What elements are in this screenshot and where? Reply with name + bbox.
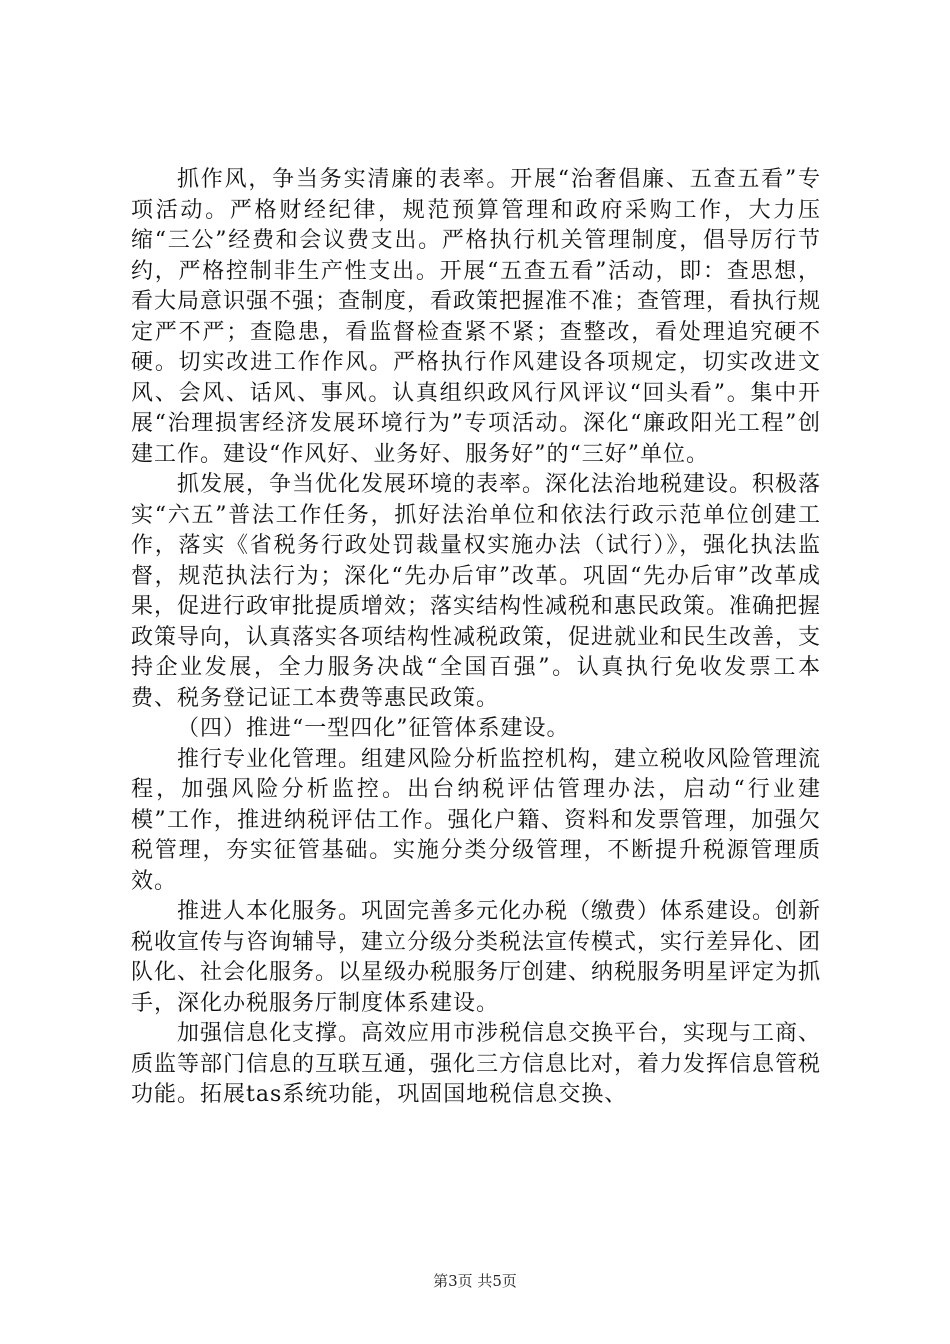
paragraph-humanized-service: 推进人本化服务。巩固完善多元化办税（缴费）体系建设。创新税收宣传与咨询辅导，建立分级分类税法宣传模式，实行差异化、团队化、社会化服务。以星级办税服务厅创建、纳税服务明星评定为抓手，深化办税服务厅制度体系建设。: [131, 899, 822, 1016]
paragraph-development-environment: 抓发展，争当优化发展环境的表率。深化法治地税建设。积极落实“六五”普法工作任务，抓好法治单位和依法行政示范单位创建工作，落实《省税务行政处罚裁量权实施办法（试行）》，强化执法监督，规范执法行为；深化“先办后审”改革。巩固“先办后审”改革成果，促进行政审批提质增效；落实结构性减税和惠民政策。准确把握政策导向，认真落实各项结构性减税政策，促进就业和民生改善，支持企业发展，全力服务决战“全国百强”。认真执行免收发票工本费、税务登记证工本费等惠民政策。: [131, 472, 822, 711]
paragraph-professional-management: 推行专业化管理。组建风险分析监控机构，建立税收风险管理流程，加强风险分析监控。出台纳税评估管理办法，启动“行业建模”工作，推进纳税评估工作。强化户籍、资料和发票管理，加强欠税管理，夯实征管基础。实施分类分级管理，不断提升税源管理质效。: [131, 746, 822, 894]
section-heading-four: （四）推进“一型四化”征管体系建设。: [177, 716, 570, 741]
document-body: [131, 165, 821, 1111]
page-footer: 第3页 共5页: [433, 1272, 517, 1290]
paragraph-style-integrity: 抓作风，争当务实清廉的表率。开展“治奢倡廉、五查五看”专项活动。严格财经纪律，规范预算管理和政府采购工作，大力压缩“三公”经费和会议费支出。严格执行机关管理制度，倡导厉行节约，严格控制非生产性支出。开展“五查五看”活动，即：查思想，看大局意识强不强；查制度，看政策把握准不准；查管理，看执行规定严不严；查隐患，看监督检查紧不紧；查整改，看处理追究硬不硬。切实改进工作作风。严格执行作风建设各项规定，切实改进文风、会风、话风、事风。认真组织政风行风评议“回头看”。集中开展“治理损害经济发展环境行为”专项活动。深化“廉政阳光工程”创建工作。建设“作风好、业务好、服务好”的“三好”单位。: [131, 167, 822, 467]
paragraph-information-support: 加强信息化支撑。高效应用市涉税信息交换平台，实现与工商、质监等部门信息的互联互通，强化三方信息比对，着力发挥信息管税功能。拓展tas系统功能，巩固国地税信息交换、: [131, 1021, 822, 1107]
